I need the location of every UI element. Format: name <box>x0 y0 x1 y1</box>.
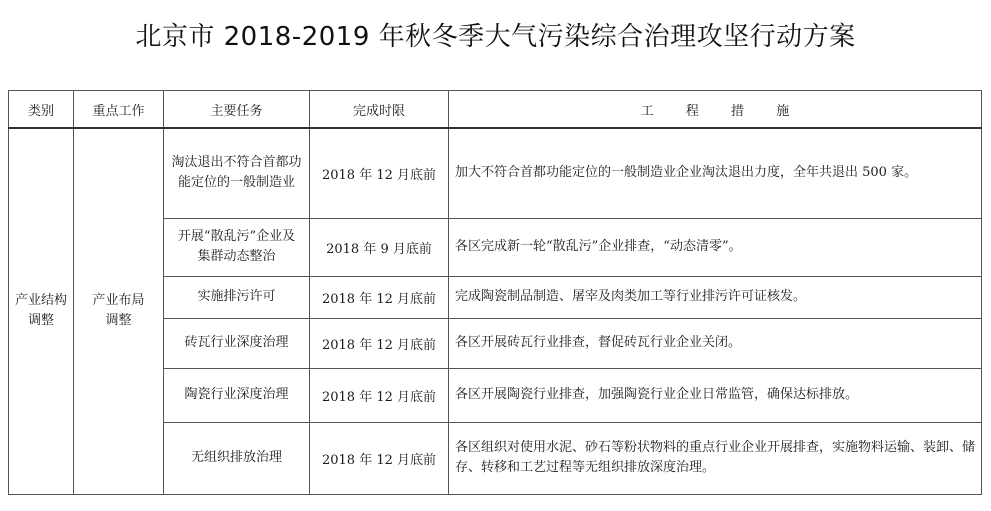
header-measures: 工 程 措 施 <box>449 91 982 129</box>
deadline-cell: 2018 年 12 月底前 <box>310 128 449 218</box>
measure-cell: 各区开展陶瓷行业排查，加强陶瓷行业企业日常监管，确保达标排放。 <box>449 368 982 422</box>
table-header-row <box>9 91 982 129</box>
task-text: 无组织排放治理 <box>190 450 282 465</box>
deadline-cell: 2018 年 12 月底前 <box>310 368 449 422</box>
header-main-task: 主要任务 <box>164 91 310 129</box>
task-text: 实施排污许可 <box>197 289 276 304</box>
header-category: 类别 <box>9 91 74 129</box>
action-plan-table <box>8 90 982 495</box>
measure-cell: 加大不符合首都功能定位的一般制造业企业淘汰退出力度，全年共退出 500 家。 <box>449 128 982 218</box>
category-text: 产业结构调整 <box>15 293 68 329</box>
deadline-cell: 2018 年 12 月底前 <box>310 276 449 318</box>
table-row <box>9 128 982 218</box>
deadline-cell: 2018 年 12 月底前 <box>310 422 449 494</box>
measure-cell: 各区开展砖瓦行业排查，督促砖瓦行业企业关闭。 <box>449 318 982 368</box>
header-deadline: 完成时限 <box>310 91 449 129</box>
category-cell <box>9 128 74 494</box>
key-work-text: 产业布局调整 <box>92 293 145 329</box>
task-cell <box>164 218 310 276</box>
deadline-cell: 2018 年 9 月底前 <box>310 218 449 276</box>
measure-cell: 各区组织对使用水泥、砂石等粉状物料的重点行业企业开展排查，实施物料运输、装卸、储存、转移和工艺过程等无组织排放深度治理。 <box>449 422 982 494</box>
key-work-cell <box>74 128 164 494</box>
task-text: 砖瓦行业深度治理 <box>184 335 289 350</box>
task-cell <box>164 422 310 494</box>
measure-cell: 各区完成新一轮“散乱污”企业排查，“动态清零”。 <box>449 218 982 276</box>
deadline-cell: 2018 年 12 月底前 <box>310 318 449 368</box>
task-text: 开展“散乱污”企业及集群动态整治 <box>177 229 296 264</box>
task-cell <box>164 128 310 218</box>
task-cell <box>164 276 310 318</box>
task-text: 淘汰退出不符合首都功能定位的一般制造业 <box>171 155 302 191</box>
measure-cell: 完成陶瓷制品制造、屠宰及肉类加工等行业排污许可证核发。 <box>449 276 982 318</box>
document-title: 北京市 2018-2019 年秋冬季大气污染综合治理攻坚行动方案 <box>135 22 856 52</box>
task-cell <box>164 368 310 422</box>
task-cell <box>164 318 310 368</box>
header-key-work: 重点工作 <box>74 91 164 129</box>
task-text: 陶瓷行业深度治理 <box>184 387 289 402</box>
